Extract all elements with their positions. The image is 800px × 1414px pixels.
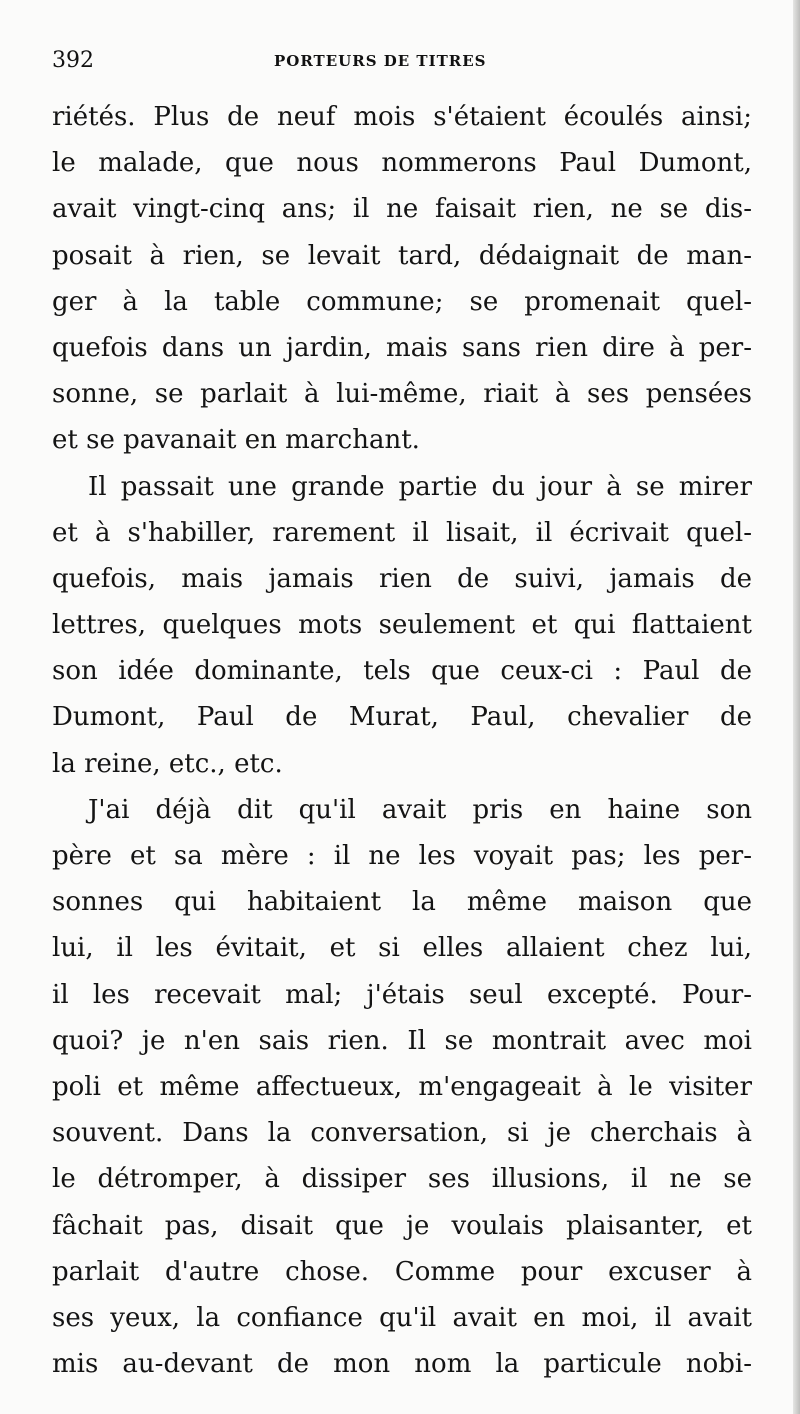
text-line: ses yeux, la confiance qu'il avait en moi, il avait — [52, 1302, 752, 1333]
text-line: il les recevait mal; j'étais seul excepté. Pour- — [52, 979, 752, 1010]
paragraph-end-line: la reine, etc., etc. — [52, 748, 283, 779]
text-line: quefois dans un jardin, mais sans rien dire à per- — [52, 332, 752, 363]
text-line: ger à la table commune; se promenait quel- — [52, 286, 752, 317]
text-line: parlait d'autre chose. Comme pour excuser à — [52, 1256, 752, 1287]
text-line: lui, il les évitait, et si elles allaient chez lui, — [52, 933, 752, 964]
text-line: quoi? je n'en sais rien. Il se montrait avec moi — [52, 1025, 752, 1056]
text-line: et à s'habiller, rarement il lisait, il écrivait quel- — [52, 517, 752, 548]
text-line: Dumont, Paul de Murat, Paul, chevalier de — [52, 702, 752, 733]
text-line: avait vingt-cinq ans; il ne faisait rien, ne se dis- — [52, 194, 752, 225]
paragraph-start-line: Il passait une grande partie du jour à se mirer — [88, 471, 752, 502]
text-line: le détromper, à dissiper ses illusions, il ne se — [52, 1164, 752, 1195]
text-line: riétés. Plus de neuf mois s'étaient écoulés ainsi; — [52, 102, 752, 132]
text-line: quefois, mais jamais rien de suivi, jamais de — [52, 563, 752, 594]
page-edge-shadow — [793, 0, 800, 1414]
text-line: son idée dominante, tels que ceux-ci : Paul de — [52, 656, 752, 687]
text-line: père et sa mère : il ne les voyait pas; les per- — [52, 841, 752, 871]
paragraph-start-line: J'ai déjà dit qu'il avait pris en haine son — [88, 794, 752, 825]
text-line: souvent. Dans la conversation, si je cherchais à — [52, 1118, 752, 1149]
text-line: le malade, que nous nommerons Paul Dumont, — [52, 148, 752, 179]
page-number: 392 — [52, 48, 94, 73]
text-line: posait à rien, se levait tard, dédaignait de man- — [52, 240, 752, 271]
text-line: poli et même affectueux, m'engageait à le visiter — [52, 1071, 752, 1102]
text-line: mis au-devant de mon nom la particule nobi- — [52, 1349, 752, 1380]
text-line: lettres, quelques mots seulement et qui flattaient — [52, 610, 752, 641]
text-line: fâchait pas, disait que je voulais plaisanter, et — [52, 1210, 752, 1241]
page-header — [52, 48, 752, 78]
text-line: sonnes qui habitaient la même maison que — [52, 887, 752, 918]
body-text — [52, 94, 752, 1387]
running-head: PORTEURS DE TITRES — [274, 52, 487, 70]
paragraph-end-line: et se pavanait en marchant. — [52, 425, 420, 456]
text-line: sonne, se parlait à lui-même, riait à ses pensées — [52, 379, 752, 410]
